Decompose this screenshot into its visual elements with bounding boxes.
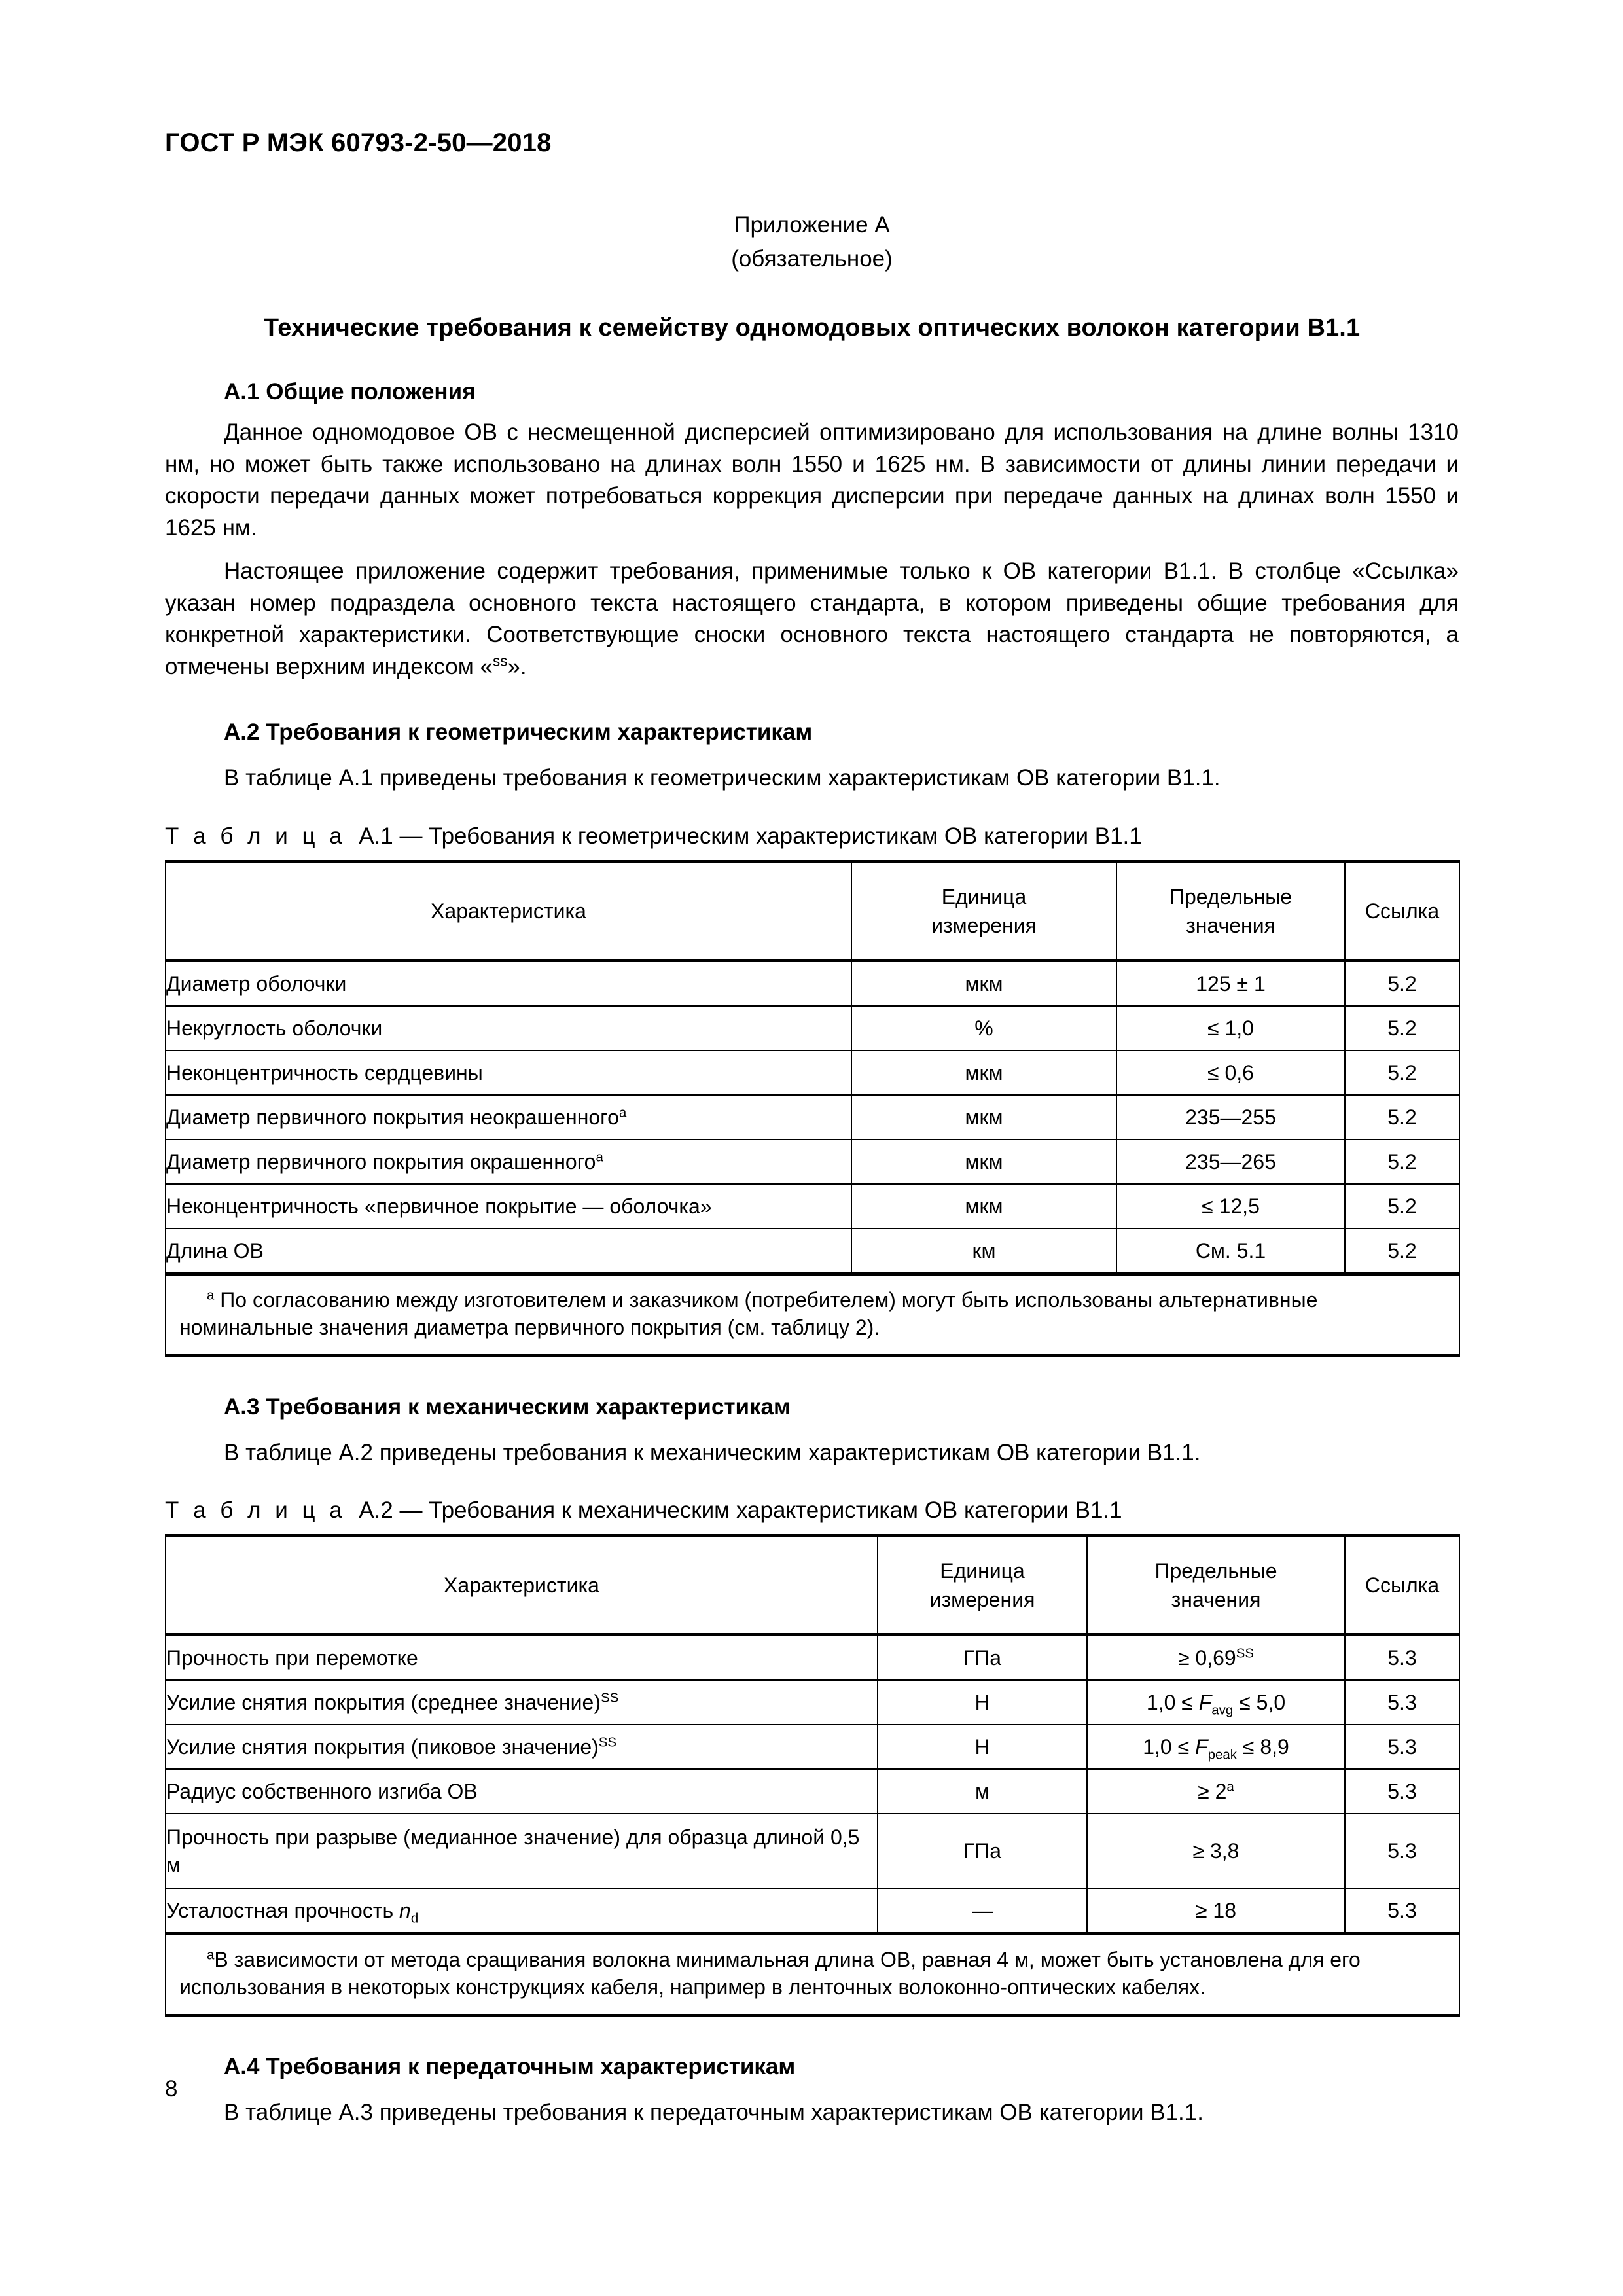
table-row bbox=[166, 1635, 1459, 1681]
table-a2-cell-limit-4 bbox=[1087, 1814, 1345, 1888]
paragraph-a1-2-text-a: Настоящее приложение содержит требования, применимые только к ОВ категории В1.1. В столбце «Ссылка» указан номер подраздела основного текста настоящего стандарта, в котором приведены общие требования для конкретной характеристики. Соответствующие сноски основного текста настоящего стандарта не повторяются, а отмечены верхним индексом « bbox=[165, 558, 1459, 679]
table-a1-header-row bbox=[166, 861, 1459, 960]
table-a2-body bbox=[166, 1635, 1459, 2016]
table-a1-cell-unit-1: % bbox=[851, 1006, 1116, 1050]
table-a2-cell-unit-5: — bbox=[878, 1888, 1087, 1934]
table-a2-cell-limit-3 bbox=[1087, 1769, 1345, 1814]
table-a2-header-limit bbox=[1087, 1536, 1345, 1635]
table-row bbox=[166, 1888, 1459, 1934]
table-a2-cell-unit-3: м bbox=[878, 1769, 1087, 1814]
table-a1-cell-ref-4: 5.2 bbox=[1345, 1139, 1459, 1184]
section-heading-a3: А.3 Требования к механическим характеристикам bbox=[224, 1393, 791, 1420]
table-a1-char-text-0: Диаметр оболочки bbox=[166, 971, 347, 996]
table-a2-limit-pre-2: 1,0 ≤ bbox=[1143, 1735, 1196, 1759]
table-a1-cell-unit-3: мкм bbox=[851, 1095, 1116, 1139]
section-heading-a4: А.4 Требования к передаточным характеристикам bbox=[224, 2054, 796, 2079]
paragraph-a2-intro: В таблице А.1 приведены требования к геометрическим характеристикам ОВ категории В1.1. bbox=[224, 765, 1221, 791]
table-a1 bbox=[165, 860, 1460, 1357]
table-a1-cell-char-4 bbox=[166, 1139, 851, 1184]
table-a2-header-reference: Ссылка bbox=[1345, 1536, 1459, 1635]
table-a2-footnote-marker: a bbox=[207, 1947, 215, 1963]
table-a2-head bbox=[166, 1536, 1459, 1635]
page-content bbox=[165, 208, 1459, 2129]
table-a1-head bbox=[166, 861, 1459, 960]
table-a1-char-text-2: Неконцентричность сердцевины bbox=[166, 1060, 483, 1085]
table-a2-caption-rest: А.2 — Требования к механическим характеристикам ОВ категории В1.1 bbox=[359, 1498, 1122, 1523]
table-a2-cell-unit-1: Н bbox=[878, 1680, 1087, 1725]
table-a2-limit-post-2: ≤ 8,9 bbox=[1236, 1735, 1289, 1759]
table-a2-footnote-row bbox=[166, 1934, 1459, 2016]
table-a1-char-text-1: Некруглость оболочки bbox=[166, 1016, 383, 1040]
table-row bbox=[166, 1139, 1459, 1184]
table-row bbox=[166, 1095, 1459, 1139]
annex-title: Технические требования к семейству одномодовых оптических волокон категории В1.1 bbox=[263, 314, 1361, 342]
table-a1-cell-char-0 bbox=[166, 960, 851, 1006]
annex-status: (обязательное) bbox=[731, 246, 893, 272]
paragraph-a1-2 bbox=[165, 556, 1459, 683]
table-a1-cell-limit-4: 235—265 bbox=[1116, 1139, 1345, 1184]
table-a2-header-unit-line2: измерения bbox=[929, 1588, 1035, 1611]
table-a2-cell-ref-5: 5.3 bbox=[1345, 1888, 1459, 1934]
table-a1-header-limit-line2: значения bbox=[1186, 913, 1275, 937]
table-a1-cell-ref-1: 5.2 bbox=[1345, 1006, 1459, 1050]
table-a2-header-unit bbox=[878, 1536, 1087, 1635]
table-row bbox=[166, 1769, 1459, 1814]
table-a2-header-limit-line1: Предельные bbox=[1154, 1559, 1277, 1583]
table-row bbox=[166, 1006, 1459, 1050]
table-a2-char-var-5: n bbox=[399, 1899, 411, 1922]
table-a1-char-sup-3: a bbox=[618, 1104, 627, 1120]
table-a1-footnote-text: По согласованию между изготовителем и заказчиком (потребителем) могут быть использованы альтернативные номинальные значения диаметра первичного покрытия (см. таблицу 2). bbox=[179, 1287, 1318, 1339]
table-a2-limit-pre-4: ≥ 3,8 bbox=[1192, 1839, 1240, 1863]
table-a1-char-text-3: Диаметр первичного покрытия неокрашенного bbox=[166, 1105, 619, 1129]
table-a2-char-text-4: Прочность при разрыве (медианное значение) для образца длиной 0,5 м bbox=[166, 1825, 860, 1876]
table-a2-char-varsub-5: d bbox=[410, 1910, 419, 1926]
table-row bbox=[166, 960, 1459, 1006]
table-a1-header-reference: Ссылка bbox=[1345, 861, 1459, 960]
table-a1-char-sup-4: a bbox=[596, 1149, 603, 1164]
table-a2-limit-var-2: F bbox=[1195, 1735, 1208, 1759]
table-a2-footnote bbox=[166, 1934, 1459, 2016]
table-a1-caption bbox=[165, 823, 1459, 850]
table-a1-char-text-6: Длина ОВ bbox=[166, 1238, 264, 1263]
paragraph-a3-intro: В таблице А.2 приведены требования к механическим характеристикам ОВ категории В1.1. bbox=[224, 1439, 1201, 1465]
table-a1-cell-unit-5: мкм bbox=[851, 1184, 1116, 1229]
table-a2-char-text-5: Усталостная прочность bbox=[166, 1899, 400, 1922]
table-a1-char-text-5: Неконцентричность «первичное покрытие — оболочка» bbox=[166, 1194, 712, 1218]
paragraph-a1-1 bbox=[165, 417, 1459, 544]
table-a1-cell-char-2 bbox=[166, 1050, 851, 1095]
table-a2-cell-ref-1: 5.3 bbox=[1345, 1680, 1459, 1725]
table-a1-cell-limit-2: ≤ 0,6 bbox=[1116, 1050, 1345, 1095]
table-a2-cell-ref-4: 5.3 bbox=[1345, 1814, 1459, 1888]
page-number: 8 bbox=[165, 2076, 178, 2102]
table-a1-cell-ref-5: 5.2 bbox=[1345, 1184, 1459, 1229]
table-row bbox=[166, 1050, 1459, 1095]
table-a2-caption-prefix: Т а б л и ц а bbox=[165, 1498, 346, 1523]
table-a2-limit-sup-3: a bbox=[1226, 1779, 1234, 1795]
table-a1-header-limit bbox=[1116, 861, 1345, 960]
table-a2-char-text-2: Усилие снятия покрытия (пиковое значение) bbox=[166, 1735, 599, 1759]
table-a1-header-limit-line1: Предельные bbox=[1169, 884, 1293, 908]
table-a2-char-sup-2: SS bbox=[598, 1734, 617, 1750]
table-a2-header-unit-line1: Единица bbox=[940, 1559, 1025, 1583]
table-a1-cell-unit-6: км bbox=[851, 1229, 1116, 1274]
table-row bbox=[166, 1680, 1459, 1725]
table-a2-limit-pre-0: ≥ 0,69 bbox=[1177, 1646, 1236, 1670]
table-a1-cell-limit-1: ≤ 1,0 bbox=[1116, 1006, 1345, 1050]
table-a2-header-characteristic: Характеристика bbox=[166, 1536, 878, 1635]
table-a1-caption-prefix: Т а б л и ц а bbox=[165, 823, 346, 849]
paragraph-a1-1-text: Данное одномодовое ОВ с несмещенной дисперсией оптимизировано для использования на длине волны 1310 нм, но может быть также использовано на длинах волн 1550 и 1625 нм. В зависимости от длины линии передачи и скорости передачи данных может потребоваться коррекция дисперсии при передаче данных на длинах волн 1550 и 1625 нм. bbox=[165, 420, 1459, 541]
table-a2-cell-char-3 bbox=[166, 1769, 878, 1814]
table-a2-limit-var-1: F bbox=[1198, 1691, 1212, 1714]
table-a2-cell-char-0 bbox=[166, 1635, 878, 1681]
table-a2-cell-ref-3: 5.3 bbox=[1345, 1769, 1459, 1814]
table-a1-cell-ref-6: 5.2 bbox=[1345, 1229, 1459, 1274]
table-a2-limit-sub-1: avg bbox=[1211, 1702, 1234, 1718]
table-a1-char-text-4: Диаметр первичного покрытия окрашенного bbox=[166, 1149, 596, 1174]
table-row bbox=[166, 1725, 1459, 1769]
table-a2-caption bbox=[165, 1498, 1459, 1524]
section-heading-a1: А.1 Общие положения bbox=[224, 379, 476, 404]
table-a2-header-limit-line2: значения bbox=[1171, 1588, 1261, 1611]
table-a1-caption-rest: А.1 — Требования к геометрическим характеристикам ОВ категории В1.1 bbox=[359, 823, 1142, 849]
table-row bbox=[166, 1814, 1459, 1888]
table-a1-cell-unit-2: мкм bbox=[851, 1050, 1116, 1095]
table-a1-cell-ref-3: 5.2 bbox=[1345, 1095, 1459, 1139]
table-a1-footnote-marker: a bbox=[207, 1287, 215, 1302]
table-a2-cell-unit-0: ГПа bbox=[878, 1635, 1087, 1681]
table-a2-cell-char-2 bbox=[166, 1725, 878, 1769]
table-a2-char-text-3: Радиус собственного изгиба ОВ bbox=[166, 1780, 478, 1803]
table-a1-header-unit bbox=[851, 861, 1116, 960]
table-a1-header-unit-line2: измерения bbox=[931, 913, 1037, 937]
section-heading-a2: А.2 Требования к геометрическим характеристикам bbox=[224, 719, 813, 745]
table-a1-cell-char-6 bbox=[166, 1229, 851, 1274]
table-a2-limit-pre-1: 1,0 ≤ bbox=[1146, 1691, 1199, 1714]
table-a2-limit-pre-3: ≥ 2 bbox=[1198, 1780, 1227, 1803]
table-a2-cell-limit-0 bbox=[1087, 1635, 1345, 1681]
table-a1-cell-limit-6: См. 5.1 bbox=[1116, 1229, 1345, 1274]
paragraph-a1-2-text-b: ». bbox=[507, 653, 527, 679]
table-a2-header-row bbox=[166, 1536, 1459, 1635]
superscript-ss: ss bbox=[493, 652, 508, 669]
table-a2-cell-limit-2 bbox=[1087, 1725, 1345, 1769]
table-a2-footnote-text: В зависимости от метода сращивания волокна минимальная длина ОВ, равная 4 м, может быть установлена для его использования в некоторых конструкциях кабеля, например в ленточных волоконно-оптических кабелях. bbox=[179, 1948, 1361, 1999]
table-a2-cell-ref-2: 5.3 bbox=[1345, 1725, 1459, 1769]
table-a1-cell-ref-0: 5.2 bbox=[1345, 960, 1459, 1006]
table-a2-cell-char-4 bbox=[166, 1814, 878, 1888]
table-a1-cell-limit-3: 235—255 bbox=[1116, 1095, 1345, 1139]
table-a1-cell-char-1 bbox=[166, 1006, 851, 1050]
table-a1-header-unit-line1: Единица bbox=[941, 884, 1027, 908]
table-a1-cell-unit-4: мкм bbox=[851, 1139, 1116, 1184]
table-a2-char-text-0: Прочность при перемотке bbox=[166, 1646, 418, 1670]
table-a2-limit-pre-5: ≥ 18 bbox=[1195, 1899, 1237, 1922]
table-a1-cell-limit-0: 125 ± 1 bbox=[1116, 960, 1345, 1006]
table-a2-limit-post-1: ≤ 5,0 bbox=[1233, 1691, 1286, 1714]
table-a2-cell-ref-0: 5.3 bbox=[1345, 1635, 1459, 1681]
table-a1-cell-char-3 bbox=[166, 1095, 851, 1139]
table-a1-cell-char-5 bbox=[166, 1184, 851, 1229]
table-a2-cell-unit-2: Н bbox=[878, 1725, 1087, 1769]
table-a2-char-sup-1: SS bbox=[601, 1690, 619, 1706]
table-a2-cell-limit-5 bbox=[1087, 1888, 1345, 1934]
table-a1-cell-limit-5: ≤ 12,5 bbox=[1116, 1184, 1345, 1229]
table-a2-cell-char-5 bbox=[166, 1888, 878, 1934]
table-a1-cell-ref-2: 5.2 bbox=[1345, 1050, 1459, 1095]
table-a2-cell-char-1 bbox=[166, 1680, 878, 1725]
document-header: ГОСТ Р МЭК 60793-2-50—2018 bbox=[165, 128, 552, 157]
table-a1-footnote-row bbox=[166, 1274, 1459, 1355]
table-row bbox=[166, 1229, 1459, 1274]
table-a1-header-characteristic: Характеристика bbox=[166, 861, 851, 960]
table-a1-footnote bbox=[166, 1274, 1459, 1355]
table-a2-cell-limit-1 bbox=[1087, 1680, 1345, 1725]
table-a2-limit-sup-0: SS bbox=[1236, 1645, 1255, 1661]
table-a2-cell-unit-4: ГПа bbox=[878, 1814, 1087, 1888]
table-a2-limit-sub-2: peak bbox=[1207, 1747, 1237, 1763]
table-a2 bbox=[165, 1534, 1460, 2017]
table-a2-char-text-1: Усилие снятия покрытия (среднее значение) bbox=[166, 1691, 601, 1714]
table-row bbox=[166, 1184, 1459, 1229]
annex-label: Приложение А bbox=[734, 212, 890, 238]
table-a1-cell-unit-0: мкм bbox=[851, 960, 1116, 1006]
table-a1-body bbox=[166, 960, 1459, 1355]
paragraph-a4-intro: В таблице А.3 приведены требования к передаточным характеристикам ОВ категории В1.1. bbox=[224, 2100, 1204, 2125]
